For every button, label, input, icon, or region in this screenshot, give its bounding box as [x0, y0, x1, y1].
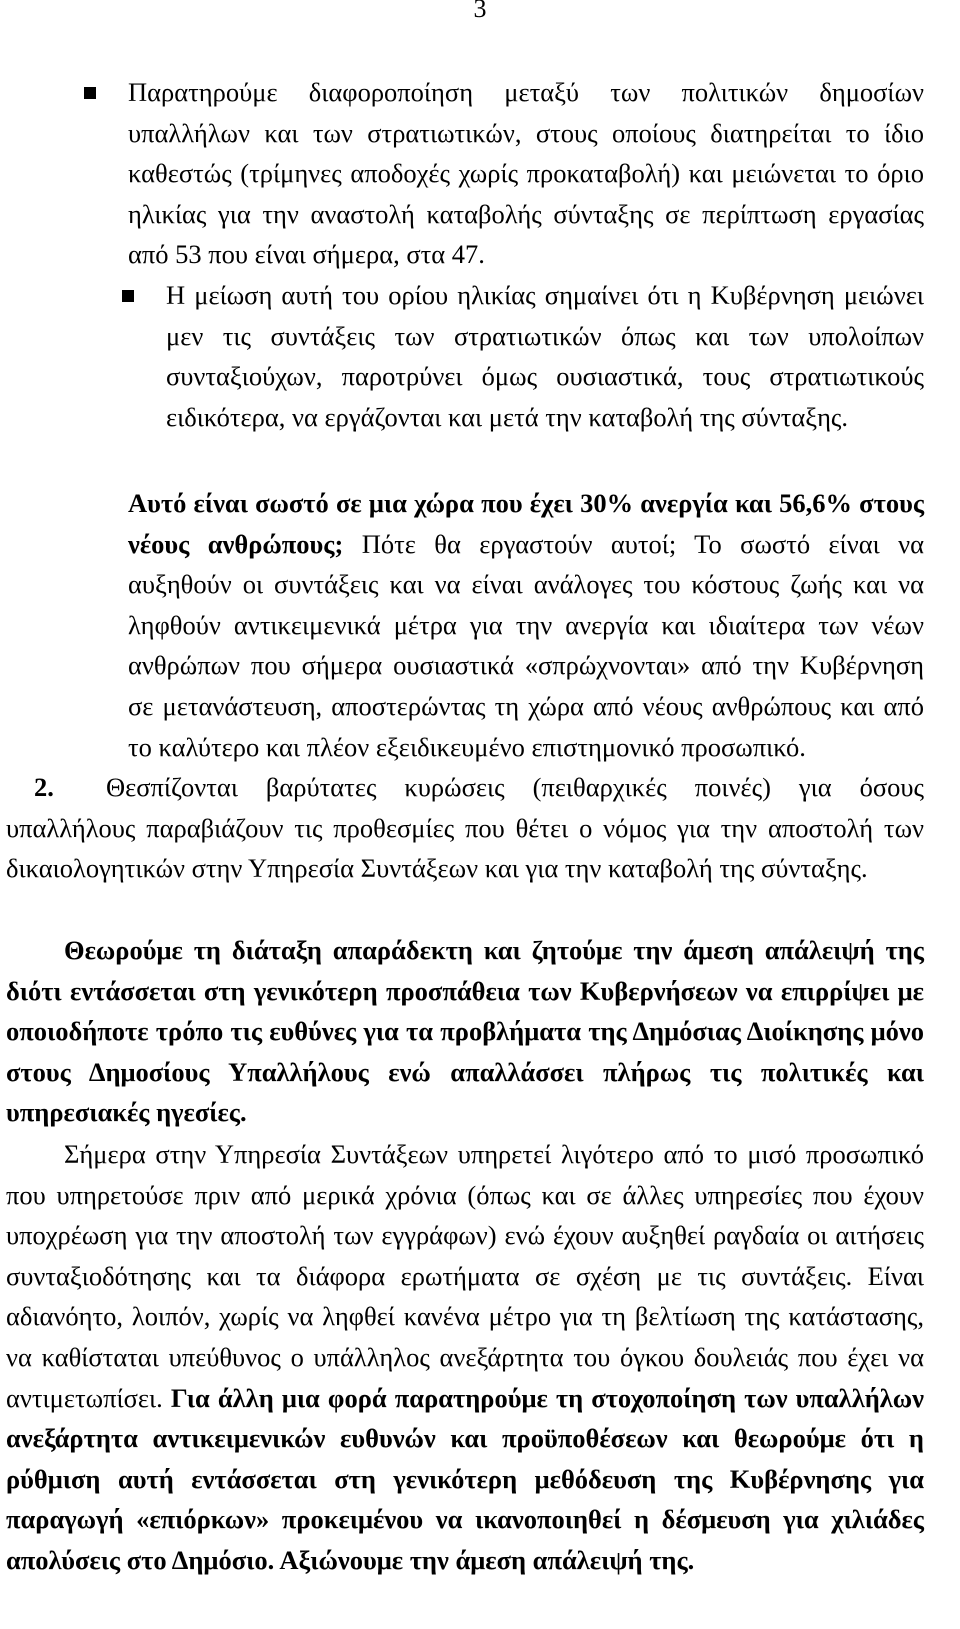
numbered-item-2	[6, 767, 924, 889]
square-bullet-icon	[122, 290, 134, 302]
bullet-text: Παρατηρούμε διαφοροποίηση μεταξύ των πολιτικών δημοσίων υπαλλήλων και των στρατιωτικών, στους οποίους διατηρείται το ίδιο καθεστώς (τρίμηνες αποδοχές χωρίς προκαταβολή) και μειώνεται το όριο ηλικίας για την αναστολή καταβολής σύνταξης σε περίπτωση εργασίας από 53 που είναι σήμερα, στα 47.	[128, 77, 924, 270]
bold-paragraph: Θεωρούμε τη διάταξη απαράδεκτη και ζητούμε την άμεση απάλειψή της διότι εντάσσεται στη γενικότερη προσπάθεια των Κυβερνήσεων να επιρρίψει με οποιοδήποτε τρόπο τις ευθύνες για τα προβλήματα της Δημόσιας Διοίκησης μόνο στους Δημοσίους Υπαλλήλους ενώ απαλλάσσει πλήρως τις πολιτικές και υπηρεσιακές ηγεσίες.	[6, 935, 924, 1128]
bullet-list	[84, 72, 924, 437]
page-number: 3	[473, 0, 487, 23]
square-bullet-icon	[84, 87, 96, 99]
paragraph-text: Σήμερα στην Υπηρεσία Συντάξεων υπηρετεί λιγότερο από το μισό προσωπικό που υπηρετούσε πριν από μερικά χρόνια (όπως και σε άλλες υπηρεσίες που έχουν υποχρέωση για την αποστολή των εγγράφων) ενώ έχουν αυξηθεί ραγδαία οι αιτήσεις συνταξιοδότησης και τα διάφορα ερωτήματα σε σχέση με τις συντάξεις. Είναι αδιανόητο, λοιπόν, χωρίς να ληφθεί κανένα μέτρο για τη βελτίωση της κατάστασης, να καθίσταται υπεύθυνος ο υπάλληλος ανεξάρτητα του όγκου δουλειάς που έχει να αντιμετωπίσει.	[6, 1139, 924, 1413]
bullet-item	[84, 72, 924, 275]
paragraph-unemployment	[128, 483, 924, 767]
paragraph-pension-service	[6, 1134, 924, 1581]
bold-conclusion: Για άλλη μια φορά παρατηρούμε τη στοχοποίηση των υπαλλήλων ανεξάρτητα αντικειμενικών ευθυνών και προϋποθέσεων και θεωρούμε ότι η ρύθμιση αυτή εντάσσεται στη γενικότερη μεθόδευση της Κυβέρνησης για παραγωγή «επιόρκων» προκειμένου να ικανοποιηθεί η δέσμευση για χιλιάδες απολύσεις στο Δημόσιο. Αξιώνουμε την άμεση απάλειψή της.	[6, 1382, 924, 1575]
bullet-text: Η μείωση αυτή του ορίου ηλικίας σημαίνει ότι η Κυβέρνηση μειώνει μεν τις συντάξεις των στρατιωτικών όπως και των υπολοίπων συνταξιούχων, παροτρύνει όμως ουσιαστικά, τους στρατιωτικούς ειδικότερα, να εργάζονται και μετά την καταβολή της σύνταξης.	[166, 279, 924, 432]
item-text: Θεσπίζονται βαρύτατες κυρώσεις (πειθαρχικές ποινές) για όσους υπαλλήλους παραβιάζουν τις προθεσμίες που θέτει ο νόμος για την αποστολή των δικαιολογητικών στην Υπηρεσία Συντάξεων και για την καταβολή της σύνταξης.	[6, 772, 924, 884]
bullet-item	[122, 275, 924, 437]
paragraph-text: Πότε θα εργαστούν αυτοί; Το σωστό είναι να αυξηθούν οι συντάξεις και να είναι ανάλογες του κόστους ζωής και να ληφθούν αντικειμενικά μέτρα για την ανεργία και ιδιαίτερα των νέων ανθρώπων που σήμερα ουσιαστικά «σπρώχνονται» από την Κυβέρνηση σε μετανάστευση, αποστερώντας τη χώρα από νέους ανθρώπους και από το καλύτερο και πλέον εξειδικευμένο επιστημονικό προσωπικό.	[128, 528, 924, 762]
item-number: 2.	[34, 772, 54, 802]
bold-question: Αυτό είναι σωστό σε μια χώρα που έχει 30% ανεργία και 56,6% στους νέους ανθρώπους;	[128, 488, 924, 559]
